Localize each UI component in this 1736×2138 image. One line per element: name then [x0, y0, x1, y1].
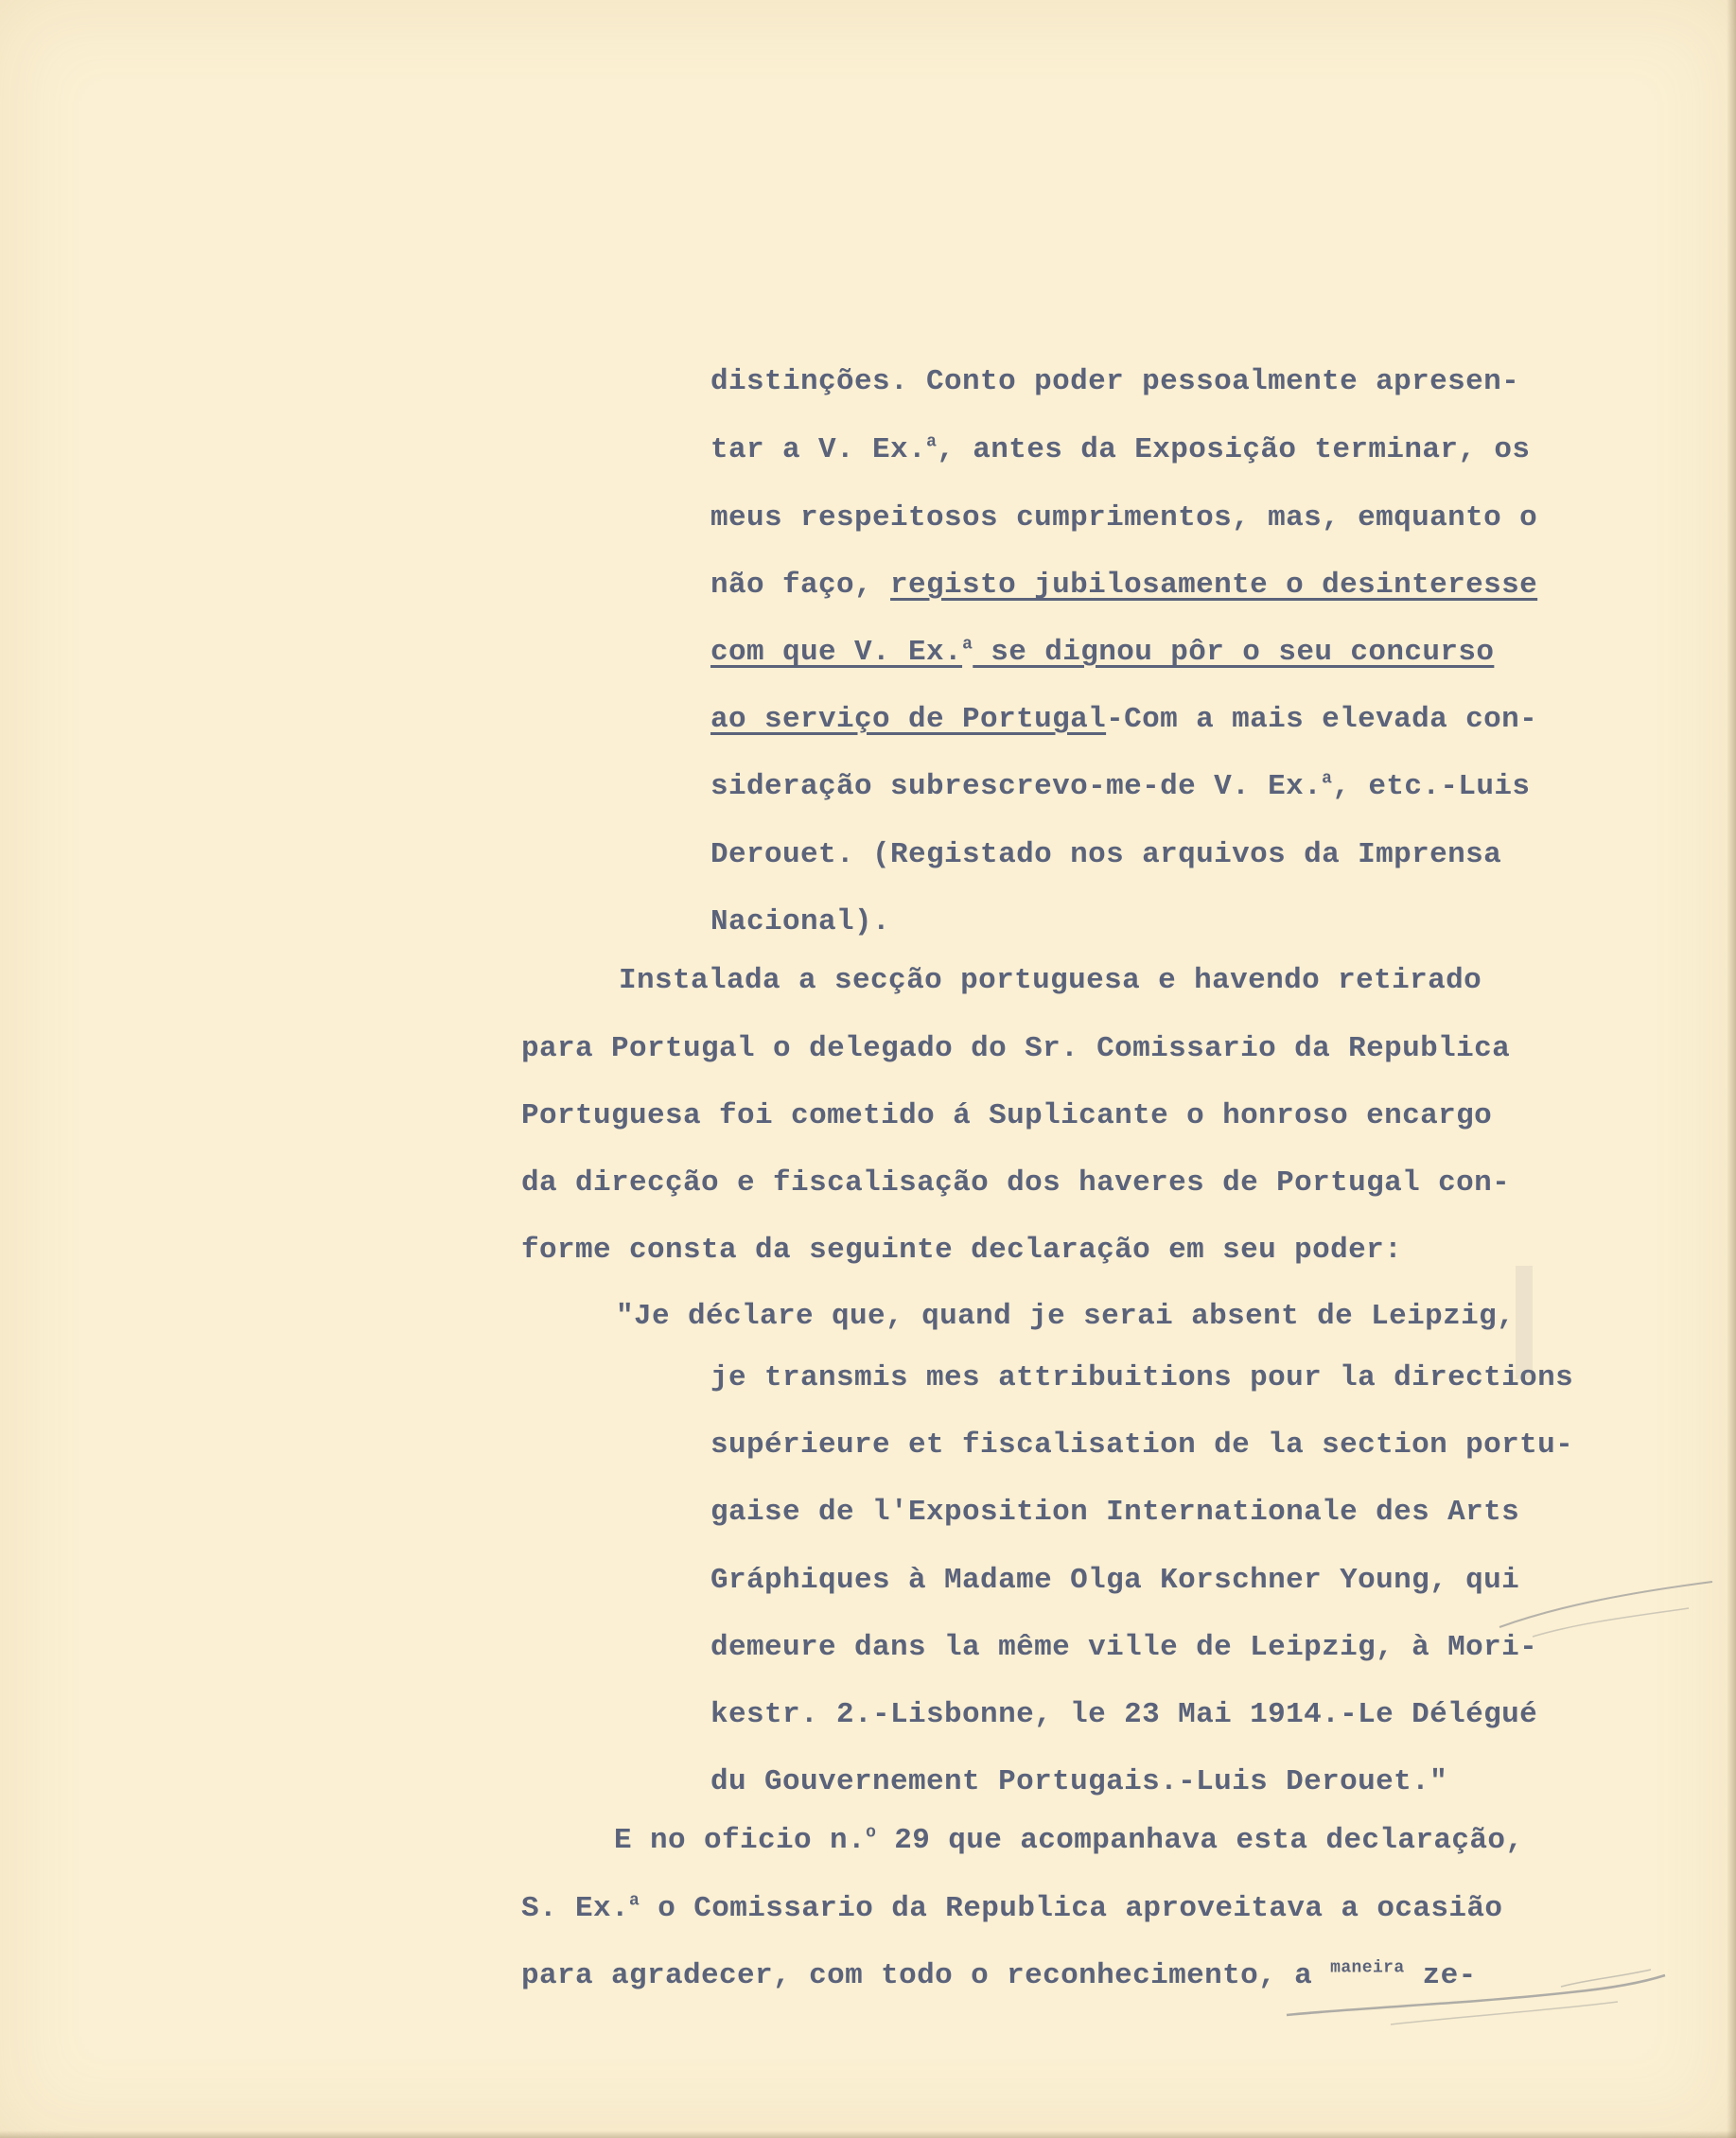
underlined-text: com que V. Ex.: [710, 636, 963, 669]
line-text: ze-: [1404, 1959, 1477, 1992]
line-text: 29 que acompanhava esta declaração,: [876, 1824, 1524, 1857]
line-text: para agradecer, com todo o reconhecimento, a: [521, 1959, 1331, 1992]
line-text: gaise de l'Exposition Internationale des Arts: [710, 1496, 1520, 1529]
paper-bottom-shadow: [0, 2130, 1736, 2138]
line-text: tar a V. Ex.: [710, 433, 927, 466]
underlined-text: registo jubilosamente o desinteresse: [890, 569, 1538, 602]
underlined-text: ao serviço de Portugal: [710, 703, 1107, 736]
superscript: a: [962, 635, 973, 655]
line-text: forme consta da seguinte declaração em seu poder:: [521, 1234, 1403, 1267]
line-text: Nacional).: [710, 905, 891, 938]
pencil-scribble-icon: [1277, 1949, 1675, 2043]
line-text: sideração subrescrevo-me-de V. Ex.: [710, 770, 1323, 803]
line-text: meus respeitosos cumprimentos, mas, emquanto o: [710, 501, 1538, 534]
superscript: a: [1322, 769, 1333, 789]
line-text: Portuguesa foi cometido á Suplicante o honroso encargo: [521, 1099, 1493, 1132]
line-text: S. Ex.: [521, 1892, 630, 1925]
line-text: da direcção e fiscalisação dos haveres de Portugal con-: [521, 1166, 1511, 1200]
line-text: , antes da Exposição terminar, os: [937, 433, 1531, 466]
line-text: je transmis mes attribuitions pour la directions: [710, 1361, 1574, 1394]
line-text: distinções. Conto poder pessoalmente apresen-: [710, 365, 1520, 398]
line-text: du Gouvernement Portugais.-Luis Derouet.": [710, 1765, 1448, 1798]
line-text: E no oficio n.: [614, 1824, 867, 1857]
line-text: "Je déclare que, quand je serai absent de Leipzig,: [616, 1300, 1516, 1333]
superscript: maneira: [1330, 1958, 1405, 1978]
line-text: supérieure et fiscalisation de la section portu-: [710, 1428, 1574, 1462]
line-text: Derouet. (Registado nos arquivos da Imprensa: [710, 838, 1502, 871]
line-text: , etc.-Luis: [1332, 770, 1531, 803]
line-text: demeure dans la même ville de Leipzig, à Mori-: [710, 1631, 1538, 1664]
line-text: para Portugal o delegado do Sr. Comissario da Republica: [521, 1032, 1511, 1065]
line-text: não faço,: [710, 569, 891, 602]
superscript: a: [629, 1891, 640, 1911]
line-text: -Com a mais elevada con-: [1106, 703, 1538, 736]
line-text: kestr. 2.-Lisbonne, le 23 Mai 1914.-Le Délégué: [710, 1698, 1538, 1731]
superscript: a: [926, 432, 938, 452]
line-text: o Comissario da Republica aproveitava a ocasião: [640, 1892, 1503, 1925]
line-text: Instalada a secção portuguesa e havendo retirado: [619, 964, 1482, 997]
paper-edge-shadow: [1727, 0, 1736, 2138]
margin-smudge-icon: [1510, 1266, 1538, 1379]
pencil-stroke-icon: [1495, 1570, 1722, 1674]
line-text: Gráphiques à Madame Olga Korschner Young, qui: [710, 1564, 1520, 1597]
underlined-text: se dignou pôr o seu concurso: [973, 636, 1495, 669]
superscript: o: [866, 1823, 877, 1843]
